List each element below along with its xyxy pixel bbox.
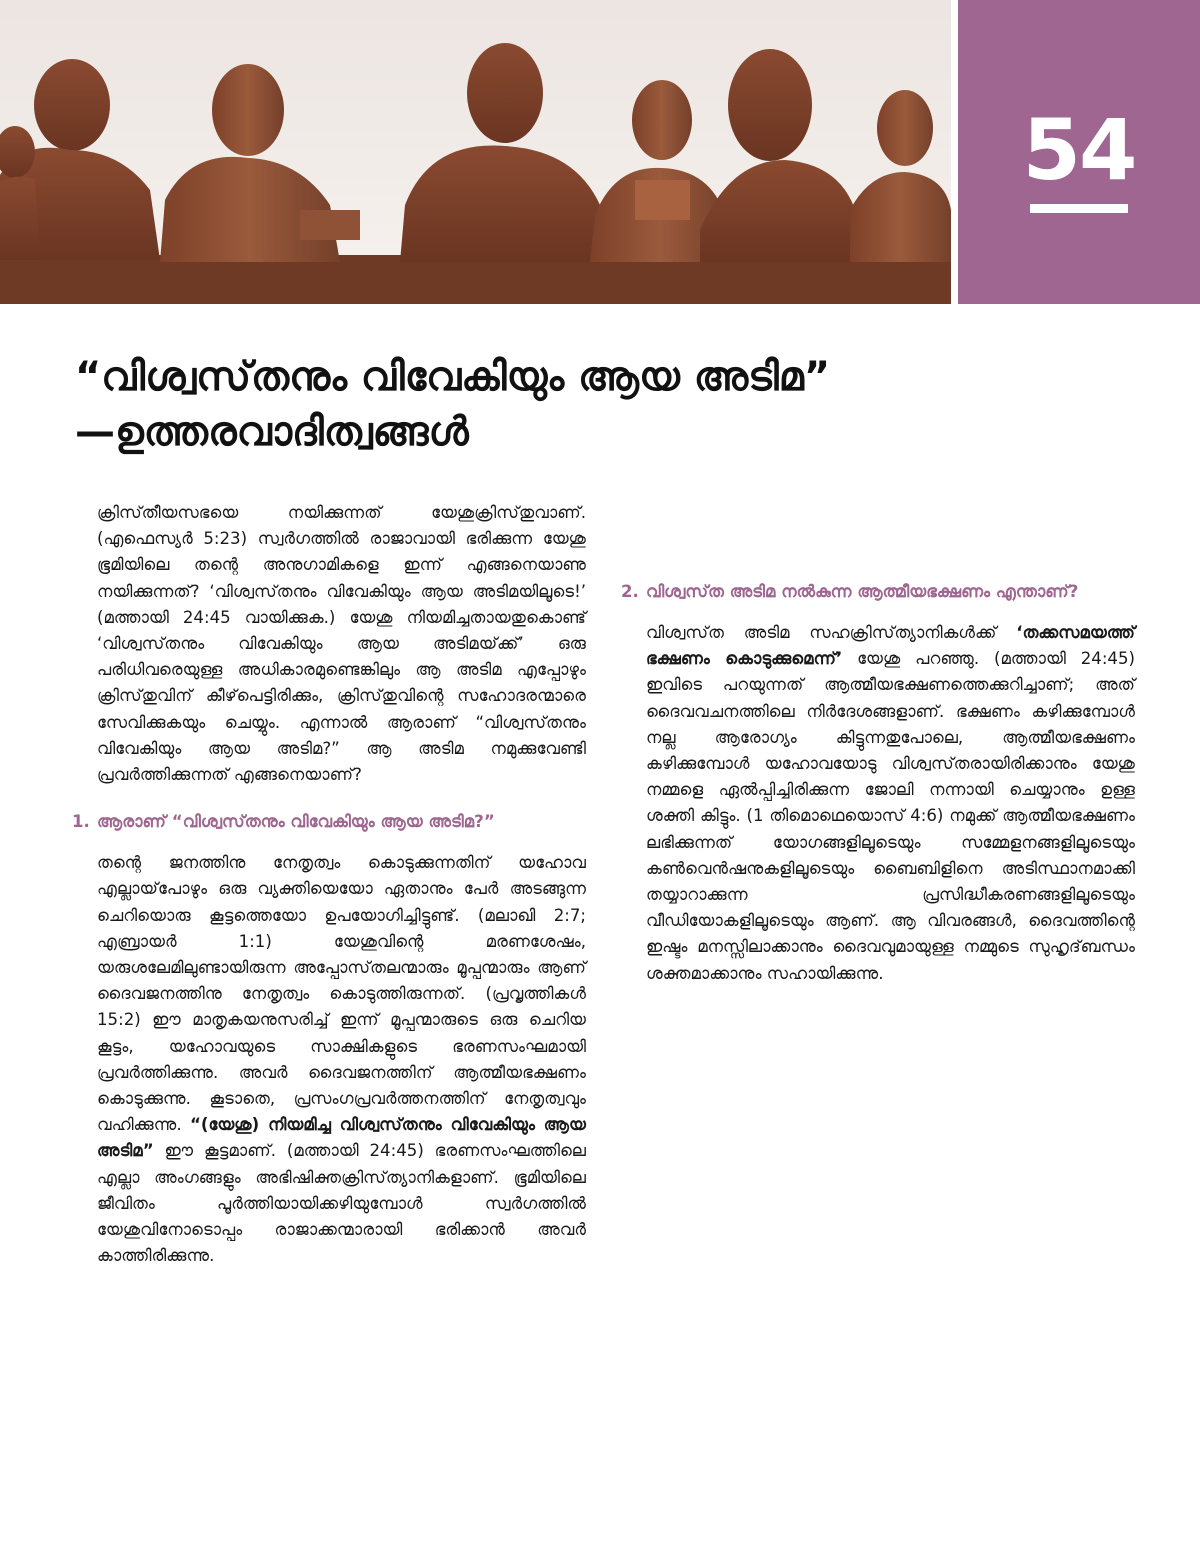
meeting-silhouettes-image — [0, 0, 951, 304]
section-2-body — [646, 620, 1135, 987]
intro-paragraph: ക്രിസ്‌തീയസഭയെ നയിക്കുന്നത്‌ യേശുക്രിസ്‌തുവാണ്‌. (എഫെസ്യർ 5:23) സ്വർഗത്തിൽ രാജാവായി ഭരിക്കുന്ന യേശു ഭൂമിയിലെ തന്റെ അനുഗാമികളെ ഇന്ന്‌ എങ്ങനെയാണു നയിക്കുന്നത്‌? ‘വിശ്വസ്‌തനും വിവേകിയും ആയ അടിമയിലൂടെ!’ (മത്തായി 24:45 വായിക്കുക.) യേശു നിയമിച്ചതായതുകൊണ്ട്‌ ‘വിശ്വസ്‌തനും വിവേകിയും ആയ അടിമയ്‌ക്ക്‌’ ഒരു പരിധിവരെയുള്ള അധികാരമുണ്ടെങ്കിലും ആ അടിമ എപ്പോഴും ക്രിസ്‌തുവിന്‌ കീഴ്‌പെട്ടിരിക്കും, ക്രിസ്‌തുവിന്റെ സഹോദരന്മാരെ സേവിക്കുകയും ചെയ്യും. എന്നാൽ ആരാണ്‌ “വിശ്വസ്‌തനും വിവേകിയും ആയ അടിമ?” ആ അടിമ നമുക്കുവേണ്ടി പ്രവർത്തിക്കുന്നത്‌ എങ്ങനെയാണ്‌? — [97, 503, 586, 785]
question-heading-1 — [72, 810, 586, 834]
section-1-body — [97, 850, 586, 1269]
right-column — [621, 500, 1135, 987]
badge-underline — [1030, 204, 1128, 213]
section-1-text-a: തന്റെ ജനത്തിനു നേതൃത്വം കൊടുക്കുന്നതിന്‌ യഹോവ എല്ലായ്‌പോഴും ഒരു വ്യക്തിയെയോ ഏതാനും പേർ അടങ്ങുന്ന ചെറിയൊരു കൂട്ടത്തെയോ ഉപയോഗിച്ചിട്ടുണ്ട്‌. (മലാഖി 2:7; എബ്രായർ 1:1) യേശുവിന്റെ മരണശേഷം, യരുശലേമിലുണ്ടായിരുന്ന അപ്പോസ്‌തലന്മാരും മൂപ്പന്മാരും ആണ്‌ ദൈവജനത്തിനു നേതൃത്വം കൊടുത്തിരുന്നത്‌. (പ്രവൃത്തികൾ 15:2) ഈ മാതൃകയനുസരിച്ച്‌ ഇന്ന്‌ മൂപ്പന്മാരുടെ ഒരു ചെറിയ കൂട്ടം, യഹോവയുടെ സാക്ഷികളുടെ ഭരണസംഘമായി പ്രവർത്തിക്കുന്നു. അവർ ദൈവജനത്തിന്‌ ആത്മീയഭക്ഷണം കൊടുക്കുന്നു. കൂടാതെ, പ്രസംഗപ്രവർത്തനത്തിന്‌ നേതൃത്വവും വഹിക്കുന്നു. — [97, 853, 586, 1135]
page-title — [75, 350, 1135, 460]
lesson-number: 54 — [1022, 101, 1136, 199]
section-2-bold-phrase: ‘തക്കസമയത്ത്‌ ഭക്ഷണം കൊടുക്കുമെന്ന്‌’ — [646, 623, 1135, 669]
section-1-text-b: ഈ കൂട്ടമാണ്‌. (മത്തായി 24:45) ഭരണസംഘത്തിലെ എല്ലാ അംഗങ്ങളും അഭിഷിക്തക്രിസ്‌ത്യാനികളാണ്‌. ഭൂമിയിലെ ജീവിതം പൂർത്തിയായിക്കഴിയുമ്പോൾ സ്വർഗത്തിൽ യേശുവിനോടൊപ്പം രാജാക്കന്മാരായി ഭരിക്കാൻ അവർ കാത്തിരിക്കുന്നു. — [97, 1141, 586, 1266]
question-text: ആരാണ്‌ “വിശ്വസ്‌തനും വിവേകിയും ആയ അടിമ?” — [97, 812, 495, 832]
lesson-number-badge — [958, 0, 1200, 304]
left-column — [72, 500, 586, 1269]
header-illustration — [0, 0, 951, 304]
section-2-text-b: യേശു പറഞ്ഞു. (മത്തായി 24:45) ഇവിടെ പറയുന്നത്‌ ആത്മീയഭക്ഷണത്തെക്കുറിച്ചാണ്‌; അത്‌ ദൈവവചനത്തിലെ നിർദേശങ്ങളാണ്‌. ഭക്ഷണം കഴിക്കുമ്പോൾ നല്ല ആരോഗ്യം കിട്ടുന്നതുപോലെ, ആത്മീയഭക്ഷണം കഴിക്കുമ്പോൾ യഹോവയോടു വിശ്വസ്‌തരായിരിക്കാനും യേശു നമ്മളെ ഏൽപ്പിച്ചിരിക്കുന്ന ജോലി നന്നായി ചെയ്യാനും ഉള്ള ശക്തി കിട്ടും. (1 തിമൊഥെയൊസ്‌ 4:6) നമുക്ക്‌ ആത്മീയഭക്ഷണം ലഭിക്കുന്നത്‌ യോഗങ്ങളിലൂടെയും സമ്മേളനങ്ങളിലൂടെയും കൺവെൻഷനുകളിലൂടെയും ബൈബിളിനെ അടിസ്ഥാനമാക്കി തയ്യാറാക്കുന്ന പ്രസിദ്ധീകരണങ്ങളിലൂടെയും വീഡിയോകളിലൂടെയും ആണ്‌. ആ വിവരങ്ങൾ, ദൈവത്തിന്റെ ഇഷ്ടം മനസ്സിലാക്കാനും ദൈവവുമായുള്ള നമ്മുടെ സുഹൃദ്‌ബന്ധം ശക്തമാക്കാനും സഹായിക്കുന്നു. — [646, 649, 1135, 983]
question-heading-2 — [621, 580, 1135, 604]
section-2-text-a: വിശ്വസ്‌ത അടിമ സഹക്രിസ്‌ത്യാനികൾക്ക്‌ — [646, 623, 1017, 642]
section-1-bold-phrase: “(യേശു) നിയമിച്ച വിശ്വസ്‌തനും വിവേകിയും ആയ അടിമ” — [97, 1115, 586, 1161]
title-line-1: “വിശ്വസ്‌തനും വിവേകിയും ആയ അടിമ” — [75, 354, 831, 400]
title-line-2: —ഉത്തരവാദിത്വങ്ങൾ — [75, 409, 469, 455]
question-number: 2. — [621, 582, 639, 601]
question-number: 1. — [72, 812, 90, 832]
question-text: വിശ്വസ്‌ത അടിമ നൽകുന്ന ആത്മീയഭക്ഷണം എന്താണ്‌? — [646, 582, 1079, 601]
